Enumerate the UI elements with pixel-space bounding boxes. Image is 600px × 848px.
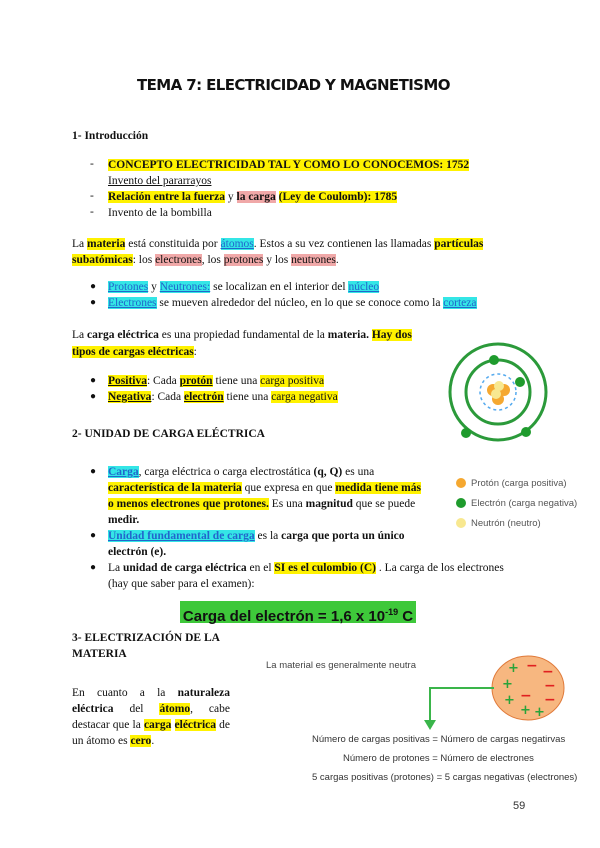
neutron-icon: [456, 518, 466, 528]
bullet-icon: ●: [90, 281, 97, 292]
bullet-item: La unidad de carga eléctrica en el SI es el culombio (C) . La carga de los electrones: [108, 562, 504, 574]
bullet-item-line: o menos electrones que protones. Es una magnitud que se puede: [108, 498, 416, 510]
neutral-matter-diagram: [490, 654, 566, 722]
bullet-item: Positiva: Cada protón tiene una carga positiva: [108, 375, 325, 387]
legend-item-proton: Protón (carga positiva): [456, 474, 577, 494]
legend-item-electron: Electrón (carga negativa): [456, 494, 577, 514]
bullet-icon: ●: [90, 297, 97, 308]
electron-icon: [521, 427, 531, 437]
list-dash: -: [90, 206, 94, 218]
list-dash: -: [90, 158, 94, 170]
electron-charge-formula: Carga del electrón = 1,6 x $10^{-19}$ C: [180, 601, 416, 623]
list-item-text: Relación entre la fuerza: [108, 191, 225, 203]
page-number: 59: [513, 800, 526, 812]
equation-line: Número de protones = Número de electrones: [343, 753, 534, 764]
list-item-text: (Ley de Coulomb): 1785: [278, 191, 398, 203]
positive-charge-icon: +: [520, 703, 531, 718]
link[interactable]: átomos: [220, 238, 254, 250]
electron-icon: [489, 355, 499, 365]
highlight: subatómicas: [72, 254, 133, 266]
bullet-item-line: electrón (e).: [108, 546, 167, 558]
atom-diagram: [446, 340, 550, 444]
negative-charge-icon: −: [544, 692, 556, 708]
link[interactable]: núcleo: [348, 281, 380, 293]
negative-charge-icon: −: [542, 664, 554, 680]
positive-charge-icon: +: [502, 677, 513, 692]
positive-charge-icon: +: [504, 693, 515, 708]
negative-charge-icon: −: [526, 658, 538, 674]
paragraph-line: tipos de cargas eléctricas:: [72, 346, 197, 358]
electron-icon: [461, 428, 471, 438]
paragraph-line: La materia está constituida por átomos. Estos a su vez contienen las llamadas partículas: [72, 238, 484, 250]
bullet-item-line: (hay que saber para el examen):: [108, 578, 255, 590]
link[interactable]: Unidad fundamental de carga: [108, 530, 255, 542]
highlight: Hay dos: [371, 329, 412, 341]
section-3-heading: 3- ELECTRIZACIÓN DE LA MATERIA: [72, 632, 220, 660]
bullet-item: Carga, carga eléctrica o carga electrostática (q, Q) es una: [108, 466, 375, 478]
list-item-text: y: [227, 191, 234, 203]
list-item-text: CONCEPTO ELECTRICIDAD TAL Y COMO LO CONOCEMOS: 1752: [108, 159, 470, 171]
section-2-heading: 2- UNIDAD DE CARGA ELÉCTRICA: [72, 428, 265, 440]
bullet-icon: ●: [90, 375, 97, 386]
list-dash: -: [90, 190, 94, 202]
equation-line: 5 cargas positivas (protones) = 5 cargas negativas (electrones): [312, 772, 578, 783]
electron-icon: [515, 377, 525, 387]
neutron-icon: [491, 389, 501, 399]
highlight: materia: [87, 238, 126, 250]
electron-icon: [456, 498, 466, 508]
bullet-icon: ●: [90, 530, 97, 541]
link[interactable]: Electrones: [108, 297, 157, 309]
positive-charge-icon: +: [508, 661, 519, 676]
bullet-item: Protones y Neutrones: se localizan en el interior del núcleo: [108, 281, 380, 293]
highlight: neutrones: [291, 254, 336, 266]
legend-item-neutron: Neutrón (neutro): [456, 514, 577, 534]
highlight: electrones: [155, 254, 202, 266]
list-item: [108, 158, 469, 173]
link[interactable]: corteza: [443, 297, 477, 309]
link[interactable]: Neutrones:: [159, 281, 211, 293]
bullet-icon: ●: [90, 562, 97, 573]
figure-caption: La material es generalmente neutra: [266, 660, 416, 671]
highlight: protones: [223, 254, 264, 266]
bullet-item-line: característica de la materia que expresa en que medida tiene más: [108, 482, 421, 494]
list-item: [108, 206, 212, 221]
bullet-item: Electrones se mueven alrededor del núcleo, en lo que se conoce como la corteza: [108, 297, 477, 309]
highlight: partículas: [434, 238, 484, 250]
list-item-text: Invento del pararrayos: [108, 175, 212, 187]
negative-charge-icon: −: [544, 678, 556, 694]
paragraph-line: subatómicas: los electrones, los protones y los neutrones.: [72, 254, 339, 266]
equation-line: Número de cargas positivas = Número de cargas negatirvas: [312, 734, 566, 745]
highlight: tipos de cargas eléctricas: [72, 346, 194, 358]
bullet-icon: ●: [90, 466, 97, 477]
list-item-text: Invento de la bombilla: [108, 207, 212, 219]
bullet-icon: ●: [90, 391, 97, 402]
list-item: [108, 190, 397, 205]
proton-icon: [456, 478, 466, 488]
list-item: [108, 174, 211, 189]
bullet-item-line: medir.: [108, 514, 140, 526]
bullet-item: Negativa: Cada electrón tiene una carga negativa: [108, 391, 338, 403]
bullet-item: Unidad fundamental de carga es la carga que porta un único: [108, 530, 405, 542]
paragraph-line: La carga eléctrica es una propiedad fundamental de la materia. Hay dos: [72, 329, 412, 341]
negative-charge-icon: −: [520, 688, 532, 704]
section-1-heading: 1- Introducción: [72, 130, 149, 142]
page-title: TEMA 7: ELECTRICIDAD Y MAGNETISMO: [137, 76, 450, 94]
link[interactable]: Carga: [108, 466, 139, 478]
section-3-paragraph: En cuanto a la naturaleza eléctrica del átomo, cabe destacar que la carga eléctrica de un átomo es cero.: [72, 687, 231, 747]
list-item-text: la carga: [236, 191, 276, 203]
arrow-icon: [420, 684, 500, 734]
link[interactable]: Protones: [108, 281, 149, 293]
legend: [456, 474, 577, 534]
positive-charge-icon: +: [534, 705, 545, 720]
